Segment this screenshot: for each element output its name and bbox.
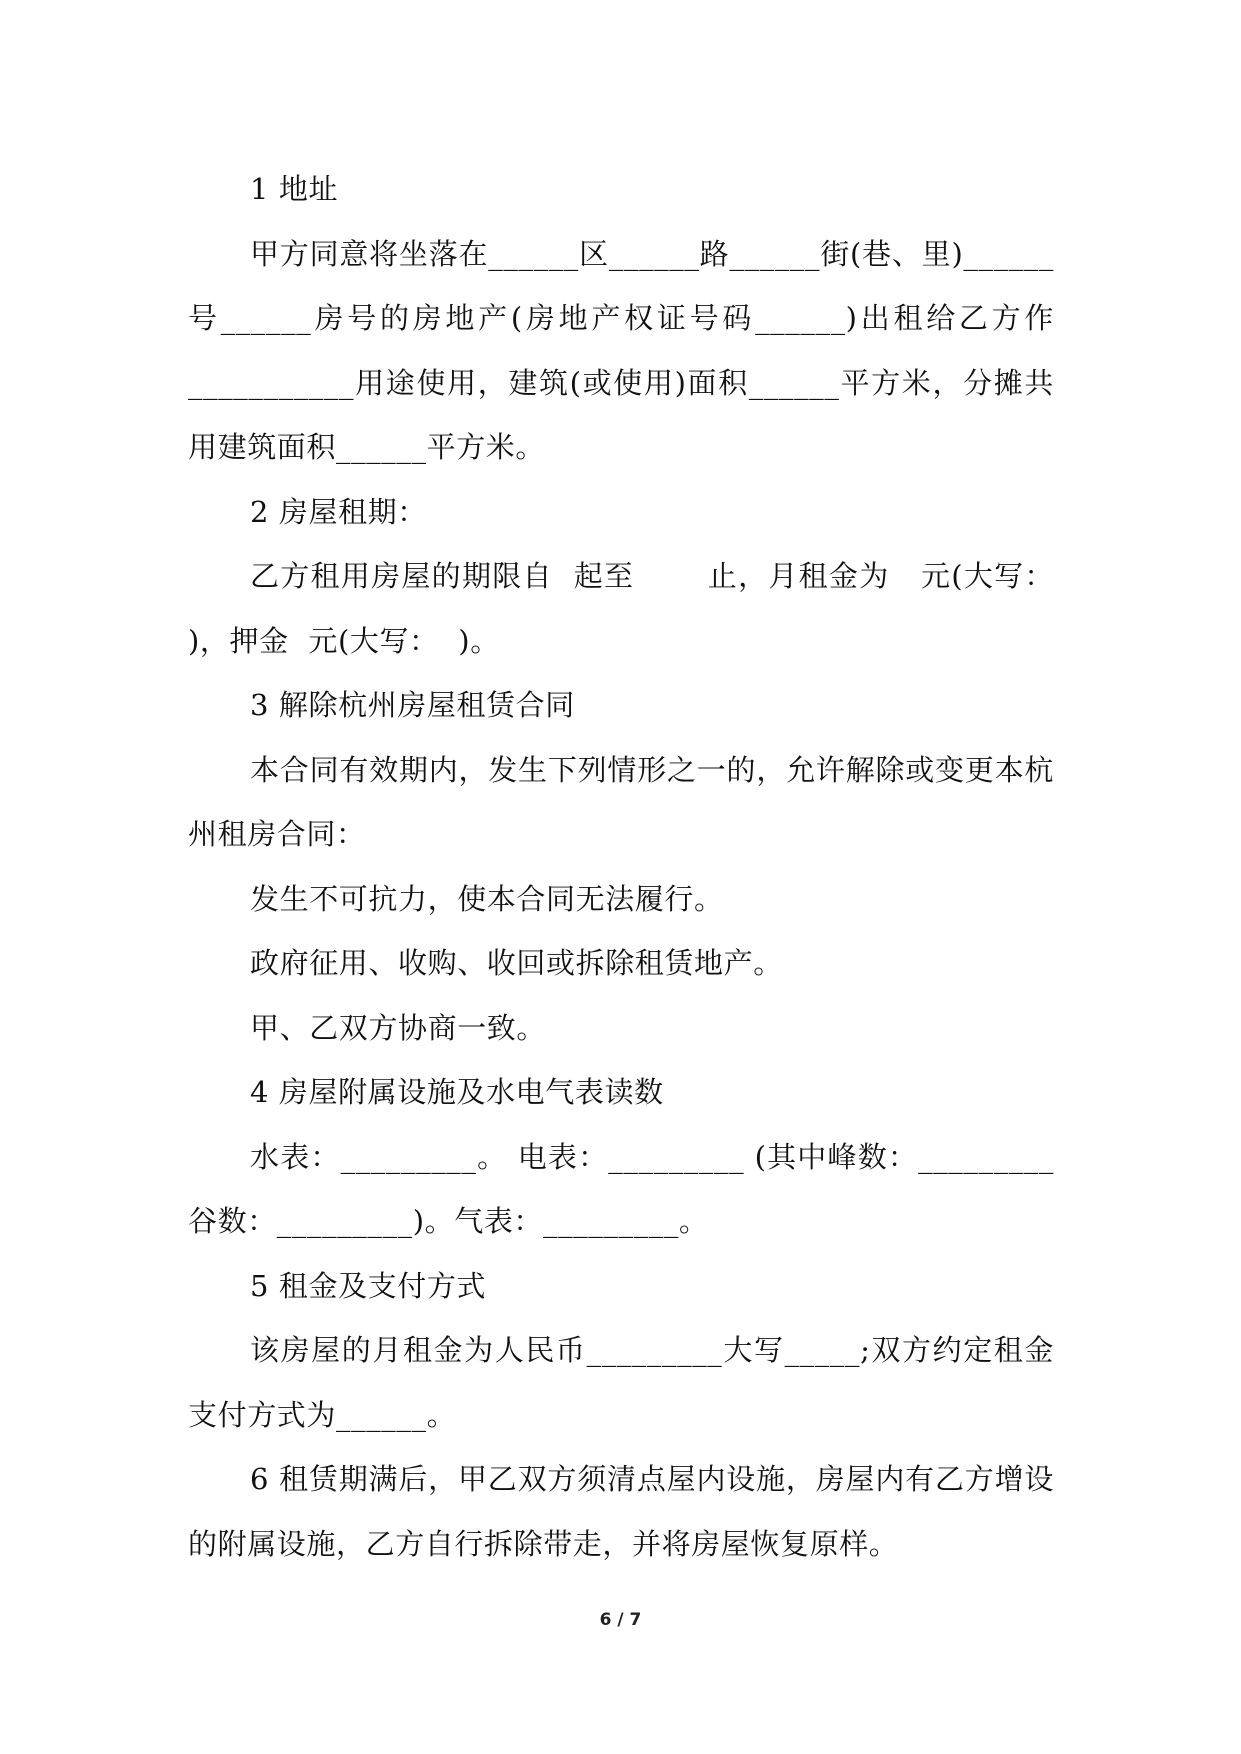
section-4-heading: 4 房屋附属设施及水电气表读数	[250, 1075, 664, 1109]
section-3-intro: 本合同有效期内，发生下列情形之一的，允许解除或变更本杭州租房合同：	[188, 752, 1054, 851]
document-body	[188, 157, 1074, 1576]
section-1-heading: 1 地址	[250, 172, 339, 206]
section-3-item-2: 政府征用、收购、收回或拆除租赁地产。	[250, 946, 783, 980]
section-3-item-3: 甲、乙双方协商一致。	[250, 1010, 547, 1045]
section-3-heading: 3 解除杭州房屋租赁合同	[250, 688, 575, 722]
section-2-heading: 2 房屋租期：	[250, 494, 427, 529]
section-6-body: 6 租赁期满后，甲乙双方须清点屋内设施，房屋内有乙方增设的附属设施，乙方自行拆除带走，并将房屋恢复原样。	[188, 1462, 1054, 1561]
page-number: 6 / 7	[599, 1610, 642, 1630]
section-5-body: 该房屋的月租金为人民币_________大写_____;双方约定租金支付方式为______。	[188, 1333, 1054, 1432]
section-3-item-1: 发生不可抗力，使本合同无法履行。	[250, 881, 724, 916]
section-2-body: 乙方租用房屋的期限自 起至 止，月租金为 元(大写： )，押金 元(大写： )。	[188, 559, 1074, 658]
section-1-body: 甲方同意将坐落在______区______路______街(巷、里)______号______房号的房地产(房地产权证号码______)出租给乙方作___________用途使用，建筑(或使用)面积______平方米，分摊共用建筑面积______平方米。	[188, 236, 1054, 464]
section-5-heading: 5 租金及支付方式	[250, 1268, 487, 1303]
section-4-body: 水表：_________。 电表：_________ (其中峰数：_________谷数：_________)。气表：_________。	[188, 1139, 1054, 1238]
